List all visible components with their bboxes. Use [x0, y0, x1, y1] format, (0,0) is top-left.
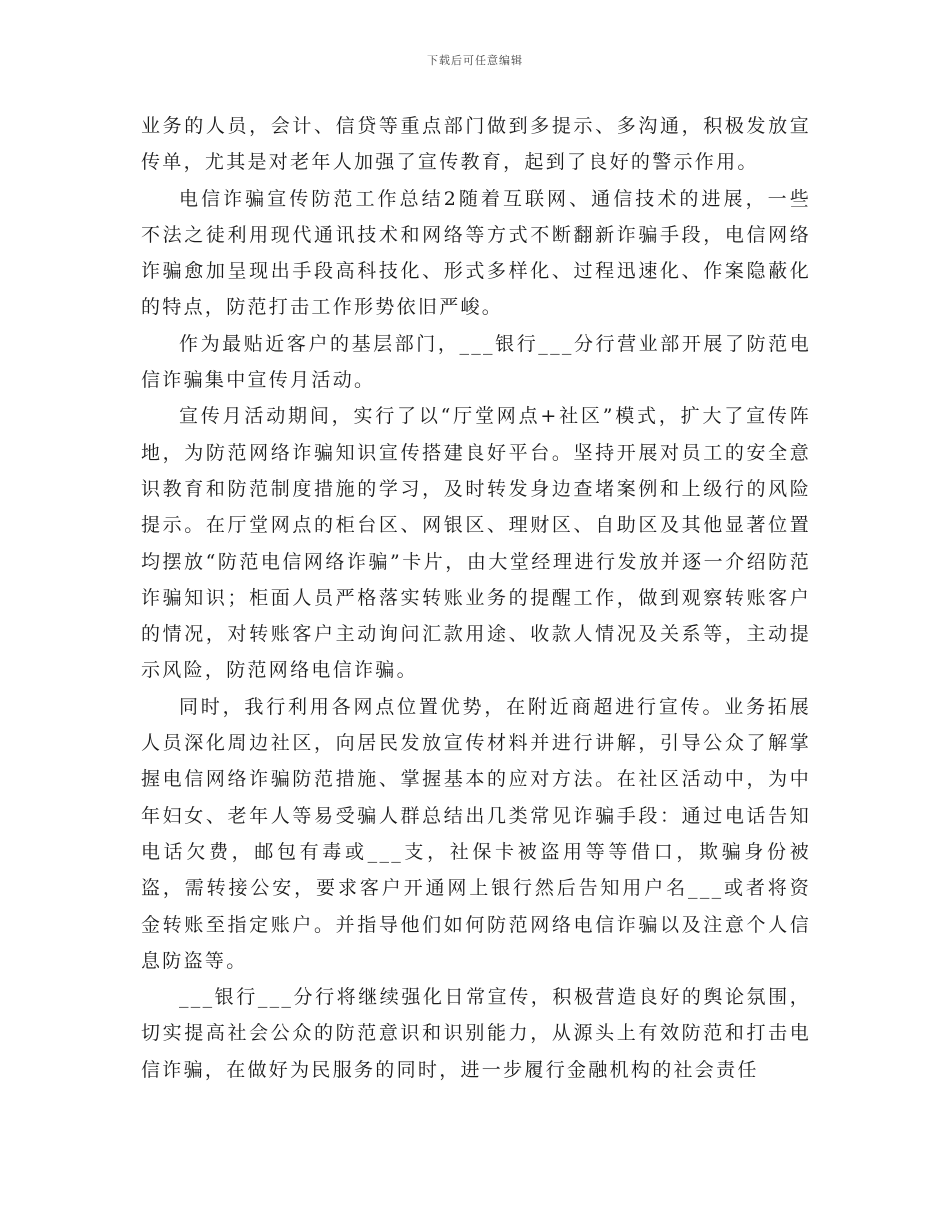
paragraph-2: 电信诈骗宣传防范工作总结2随着互联网、通信技术的进展，一些不法之徒利用现代通讯技术和网络等方式不断翻新诈骗手段，电信网络诈骗愈加呈现出手段高科技化、形式多样化、过程迅速化、作案隐蔽化的特点，防范打击工作形势依旧严峻。	[141, 187, 811, 319]
paragraph-5: 同时，我行利用各网点位置优势，在附近商超进行宣传。业务拓展人员深化周边社区，向居民发放宣传材料并进行讲解，引导公众了解掌握电信网络诈骗防范措施、掌握基本的应对方法。在社区活动中，为中年妇女、老年人等易受骗人群总结出几类常见诈骗手段：通过电话告知电话欠费，邮包有毒或___支，社保卡被盗用等等借口，欺骗身份被盗，需转接公安，要求客户开通网上银行然后告知用户名___或者将资金转账至指定账户。并指导他们如何防范网络电信诈骗以及注意个人信息防盗等。	[141, 695, 811, 972]
document-body	[141, 108, 811, 1088]
paragraph-1: 业务的人员，会计、信贷等重点部门做到多提示、多沟通，积极发放宣传单，尤其是对老年人加强了宣传教育，起到了良好的警示作用。	[141, 115, 811, 174]
paragraph-3: 作为最贴近客户的基层部门，___银行___分行营业部开展了防范电信诈骗集中宣传月活动。	[141, 332, 811, 392]
page-header: 下载后可任意编辑	[427, 54, 523, 67]
paragraph-4: 宣传月活动期间，实行了以“厅堂网点+社区”模式，扩大了宣传阵地，为防范网络诈骗知识宣传搭建良好平台。坚持开展对员工的安全意识教育和防范制度措施的学习，及时转发身边查堵案例和上级行的风险提示。在厅堂网点的柜台区、网银区、理财区、自助区及其他显著位置均摆放“防范电信网络诈骗”卡片，由大堂经理进行发放并逐一介绍防范诈骗知识；柜面人员严格落实转账业务的提醒工作，做到观察转账客户的情况，对转账客户主动询问汇款用途、收款人情况及关系等，主动提示风险，防范网络电信诈骗。	[141, 405, 811, 682]
paragraph-6: ___银行___分行将继续强化日常宣传，积极营造良好的舆论氛围，切实提高社会公众的防范意识和识别能力，从源头上有效防范和打击电信诈骗，在做好为民服务的同时，进一步履行金融机构的社会责任	[141, 986, 811, 1081]
